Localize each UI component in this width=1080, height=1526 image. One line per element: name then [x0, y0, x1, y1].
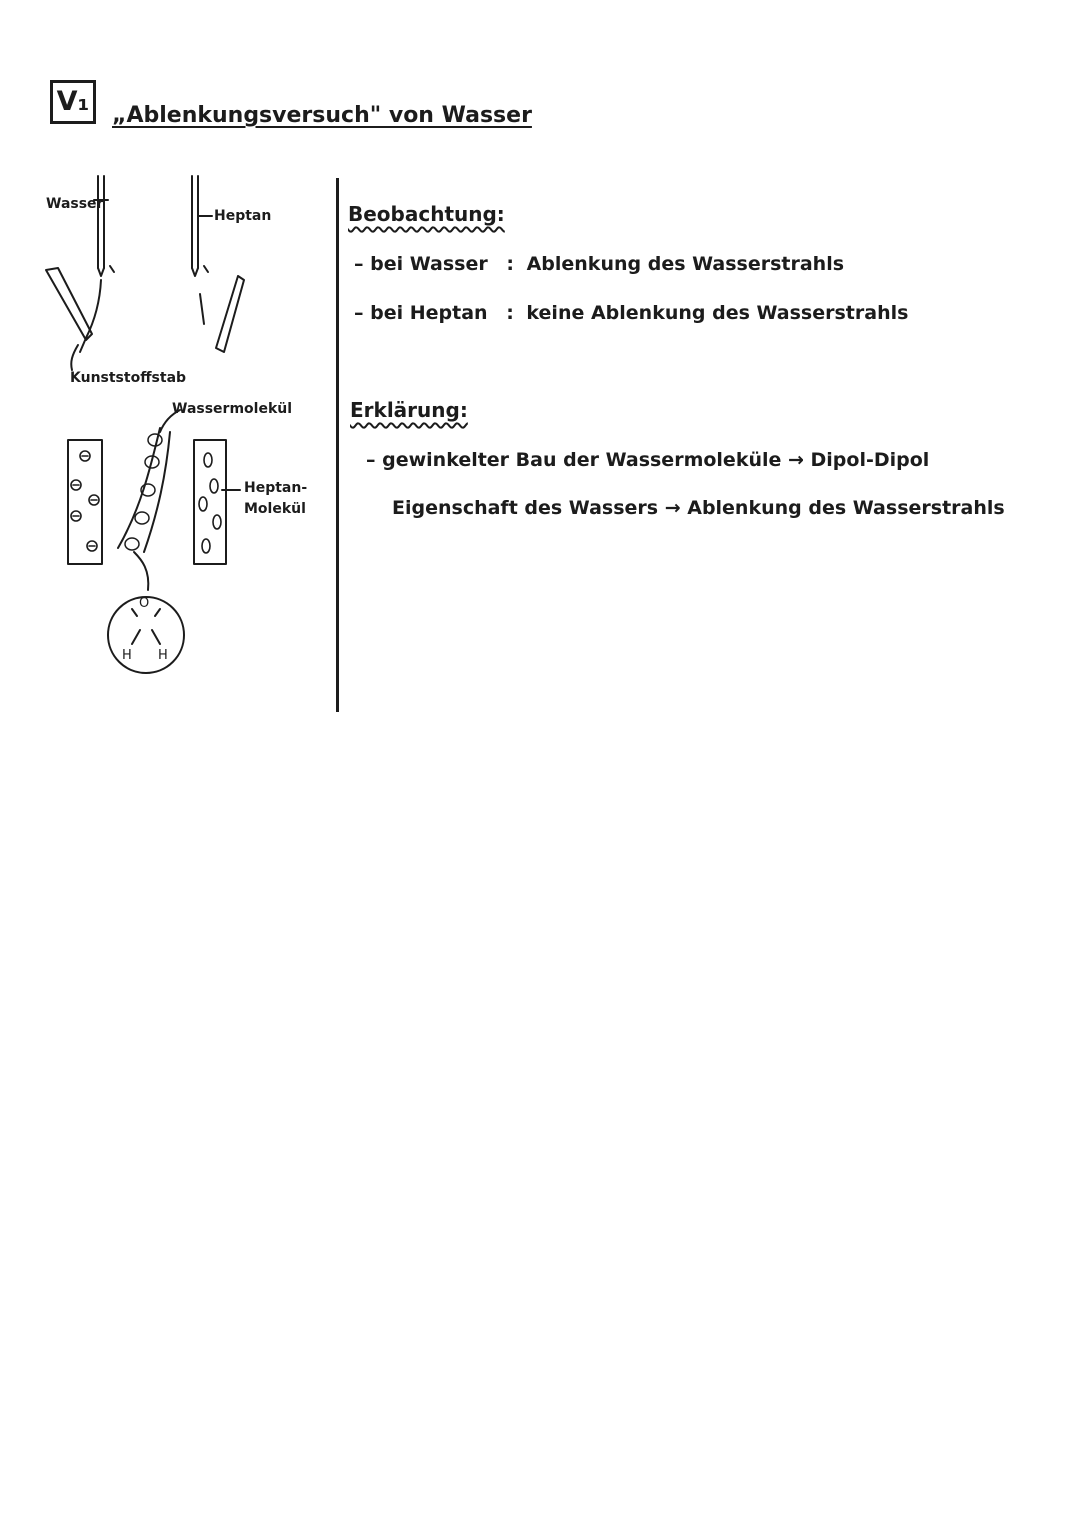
atom-h-right-label: H — [158, 648, 168, 663]
explanation-line-2: Eigenschaft des Wassers → Ablenkung des Wasserstrahls — [392, 497, 1005, 519]
observation-heading: Beobachtung: — [348, 202, 505, 226]
column-divider — [336, 178, 339, 712]
observation-sep: : — [506, 253, 514, 275]
water-burette — [94, 176, 114, 276]
observation-sep: : — [506, 302, 514, 324]
observation-subject: – bei Wasser — [354, 253, 488, 275]
explanation-heading: Erklärung: — [350, 398, 468, 422]
atom-h-left-label: H — [122, 648, 132, 663]
left-plastic-rod — [46, 268, 92, 340]
negative-charges — [71, 451, 99, 551]
experiment-sketch — [0, 0, 340, 700]
label-heptan-molekuel-2: Molekül — [244, 501, 306, 517]
observation-subject: – bei Heptan — [354, 302, 488, 324]
explanation-line-1: – gewinkelter Bau der Wassermoleküle → Dipol-Dipol — [366, 449, 930, 471]
label-kunststoffstab: Kunststoffstab — [70, 370, 187, 386]
atom-o-label: O — [139, 596, 150, 611]
heptan-stream — [200, 294, 204, 324]
observation-line-water — [354, 253, 844, 275]
heptan-molecules — [199, 453, 221, 553]
observation-line-heptan — [354, 302, 908, 324]
page-title: „Ablenkungsversuch" von Wasser — [112, 103, 532, 128]
label-wasser: Wasser — [46, 196, 104, 212]
right-plastic-rod — [216, 276, 244, 352]
experiment-badge: V₁ — [50, 80, 96, 124]
observation-result: keine Ablenkung des Wasserstrahls — [526, 302, 909, 324]
heptan-burette — [192, 176, 212, 276]
observation-result: Ablenkung des Wasserstrahls — [526, 253, 845, 275]
label-wassermolekuel: Wassermolekül — [172, 401, 293, 417]
label-heptan: Heptan — [214, 208, 272, 224]
label-heptan-molekuel-1: Heptan- — [244, 480, 308, 496]
